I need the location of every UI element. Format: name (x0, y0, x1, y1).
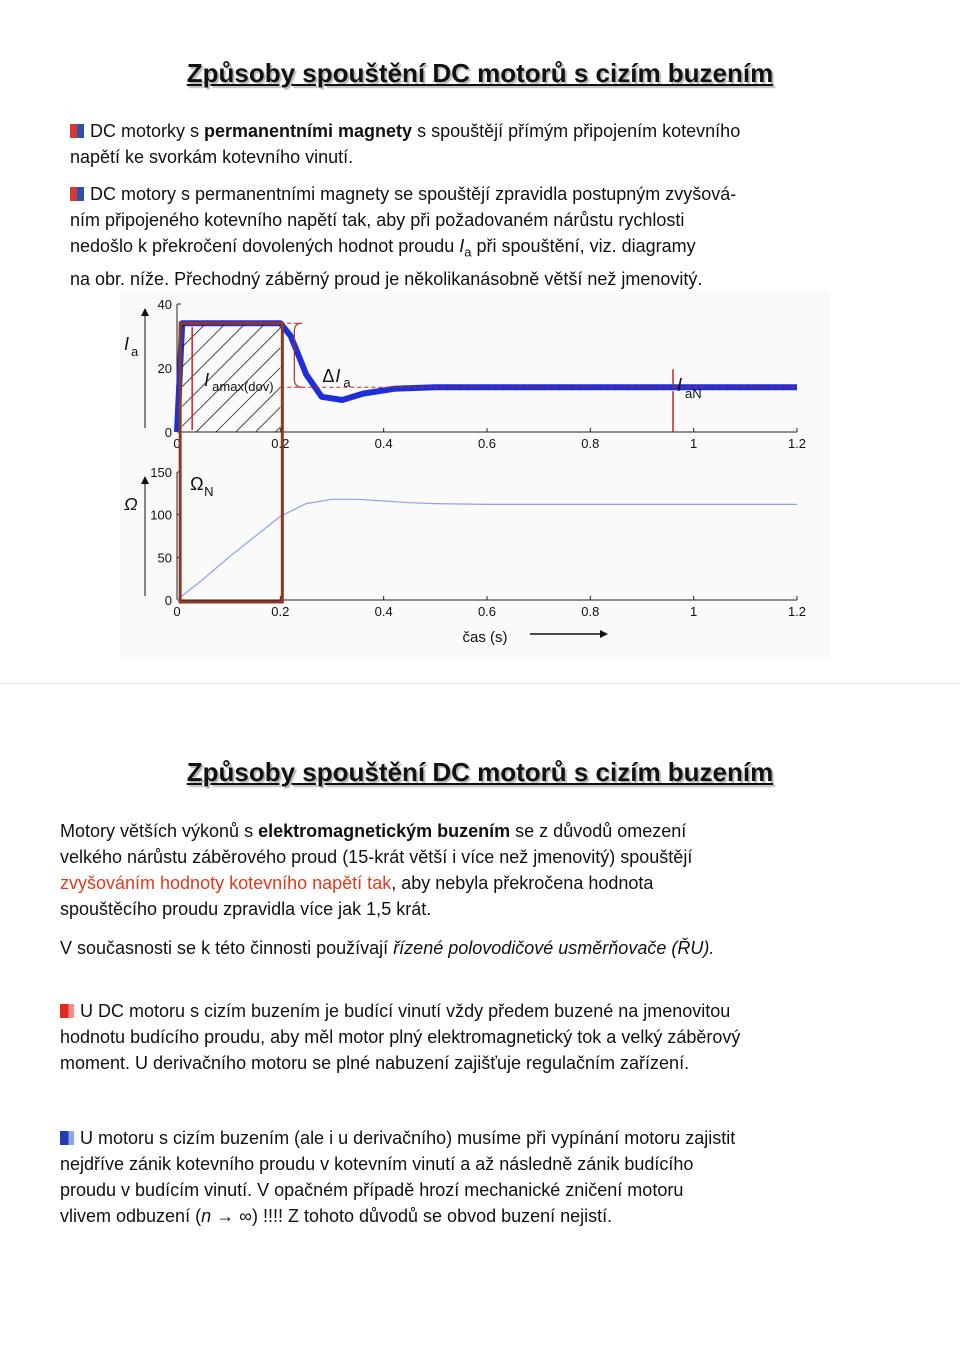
text: napětí ke svorkám kotevního vinutí. (70, 147, 354, 167)
y-tick-label: 40 (157, 297, 172, 312)
text: se z důvodů omezení (510, 821, 687, 841)
infinity-symbol: ∞ (239, 1206, 252, 1226)
text: ním připojeného kotevního napětí tak, aby při požadovaném nárůstu rychlosti (70, 210, 685, 230)
bold-text: permanentními magnety (204, 121, 413, 141)
ian-label-sub: aN (685, 386, 702, 401)
var-sub: a (464, 244, 472, 260)
imax-label-sub: amax(dov) (212, 379, 274, 394)
y-tick-label: 20 (157, 361, 172, 376)
bullet-icon (70, 124, 84, 138)
y-tick-label: 0 (164, 425, 172, 440)
text: V současnosti se k této činnosti používají (60, 938, 394, 958)
text: spouštěcího proudu zpravidla více jak 1,5 krát. (60, 899, 432, 919)
text: velkého nárůstu záběrového proud (15-krát větší i více než jmenovitý) spouštějí (60, 847, 693, 867)
text: U motoru s cizím buzením (ale i u derivačního) musíme při vypínání motoru zajistit (80, 1128, 736, 1148)
text: ) !!!! Z tohoto důvodů se obvod buzení nejistí. (251, 1206, 613, 1226)
y-tick-label: 100 (150, 507, 172, 523)
bullet-paragraph-3 (60, 998, 930, 1076)
arrow-text: → (211, 1206, 240, 1226)
text: na obr. níže. Přechodný záběrný proud je několikanásobně větší než jmenovitý. (70, 268, 703, 289)
startup-chart (100, 290, 830, 660)
x-tick-label: 1.2 (787, 604, 807, 619)
text: při spouštění, viz. diagramy (471, 236, 696, 256)
delta-label: Δ (322, 366, 335, 386)
x-tick-label: 1.2 (787, 436, 807, 451)
bullet-icon (60, 1004, 74, 1018)
text: s spouštějí přímým připojením kotevního (412, 121, 741, 141)
x-tick-label: 0.4 (374, 604, 393, 619)
bullet-paragraph-2 (70, 181, 930, 292)
x-tick-label: 0.2 (271, 604, 290, 619)
italic-text: n (201, 1206, 212, 1226)
x-tick-label: 1 (690, 436, 698, 451)
text: nejdříve zánik kotevního proudu v kotevním vinutí a až následně zánik budícího (60, 1154, 694, 1174)
y-axis-label: I (124, 334, 130, 354)
x-tick-label: 1 (690, 604, 698, 619)
italic-text: řízené polovodičové usměrňovače (ŘU). (393, 938, 715, 958)
x-tick-label: 0.6 (477, 604, 497, 619)
bold-text: elektromagnetickým buzením (258, 821, 511, 841)
text: hodnotu budícího proudu, aby měl motor plný elektromagnetický tok a velký záběrový (60, 1027, 741, 1047)
y-axis-label-sub: a (131, 344, 139, 359)
paragraph-2 (60, 935, 920, 961)
x-tick-label: 0.8 (581, 436, 600, 451)
text: vlivem odbuzení ( (60, 1206, 202, 1226)
y-tick-label: 0 (164, 593, 172, 608)
x-tick-label: 0.2 (271, 436, 290, 451)
bullet-icon (70, 187, 84, 201)
text: nedošlo k překročení dovolených hodnot proudu (70, 236, 460, 256)
highlight-text: zvyšováním hodnoty kotevního napětí tak (60, 873, 392, 893)
omega-n-label-sub: N (204, 484, 214, 499)
bullet-paragraph-4 (60, 1125, 930, 1229)
x-tick-label: 0.6 (477, 436, 497, 451)
imax-label: I (204, 370, 210, 390)
x-axis-label: čas (s) (462, 629, 508, 646)
page-title: Způsoby spouštění DC motorů s cizím buzením (186, 58, 774, 88)
x-tick-label: 0.8 (581, 604, 600, 619)
bullet-icon (60, 1131, 74, 1145)
page-title-2: Způsoby spouštění DC motorů s cizím buzením (186, 757, 774, 787)
bullet-paragraph-1 (70, 118, 910, 170)
delta-label-sub: a (343, 375, 351, 390)
omega-n-label: Ω (190, 474, 204, 494)
y-tick-label: 150 (150, 465, 172, 480)
x-tick-label: 0.4 (374, 436, 393, 451)
text: moment. U derivačního motoru se plné nabuzení zajišťuje regulačním zařízení. (60, 1053, 690, 1073)
text: U DC motoru s cizím buzením je budící vinutí vždy předem buzené na jmenovitou (80, 1001, 731, 1021)
ian-label: I (677, 375, 683, 395)
text: DC motory s permanentními magnety se spouštějí zpravidla postupným zvyšová- (90, 184, 737, 204)
hatched-area (182, 323, 280, 432)
y-axis-label: Ω (124, 494, 138, 514)
text: DC motorky s (90, 121, 205, 141)
text: , aby nebyla překročena hodnota (391, 873, 654, 893)
y-tick-label: 50 (157, 550, 172, 566)
paragraph-1 (60, 818, 920, 922)
x-tick-label: 0 (173, 436, 181, 451)
x-tick-label: 0 (173, 604, 181, 619)
var: I (459, 236, 465, 256)
text: proudu v budícím vinutí. V opačném případě hrozí mechanické zničení motoru (60, 1180, 684, 1200)
delta-label-var: I (335, 366, 341, 386)
page-separator (0, 683, 960, 684)
text: Motory větších výkonů s (60, 821, 259, 841)
